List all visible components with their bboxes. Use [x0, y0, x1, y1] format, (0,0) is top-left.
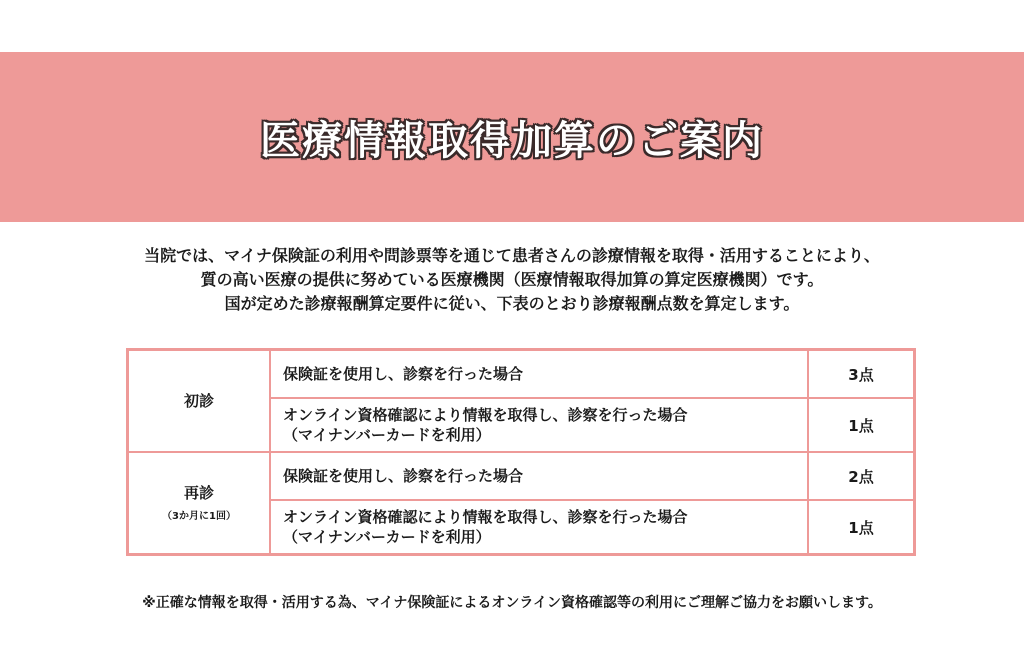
table-row [128, 350, 915, 399]
fee-table [126, 348, 916, 556]
description-cell [270, 500, 808, 555]
footer-note: ※正確な情報を取得・活用する為、マイナ保険証によるオンライン資格確認等の利用にご理解ご協力をお願いします。 [142, 595, 882, 611]
category-cell-revisit [128, 452, 271, 555]
description-text: 保険証を使用し、診察を行った場合 [283, 365, 524, 383]
intro-text [0, 244, 1024, 316]
intro-line-3: 国が定めた診療報酬算定要件に従い、下表のとおり診療報酬点数を算定します。 [224, 294, 800, 313]
points-cell: 1点 [808, 500, 915, 555]
description-cell [270, 350, 808, 399]
description-text: オンライン資格確認により情報を取得し、診察を行った場合 [283, 406, 688, 424]
category-note: （3か月に1回） [162, 511, 236, 522]
points-cell: 2点 [808, 452, 915, 500]
page-title: 医療情報取得加算のご案内 [260, 117, 764, 164]
description-cell [270, 398, 808, 452]
description-subtext: （マイナンバーカードを利用） [283, 426, 491, 444]
description-cell [270, 452, 808, 500]
intro-line-2: 質の高い医療の提供に努めている医療機関（医療情報取得加算の算定医療機関）です。 [200, 270, 824, 289]
title-banner [0, 52, 1024, 222]
points-cell: 3点 [808, 350, 915, 399]
description-subtext: （マイナンバーカードを利用） [283, 528, 491, 546]
category-label: 初診 [183, 392, 214, 410]
points-cell: 1点 [808, 398, 915, 452]
category-label: 再診 [183, 484, 214, 502]
category-cell-first-visit [128, 350, 271, 453]
intro-line-1: 当院では、マイナ保険証の利用や問診票等を通じて患者さんの診療情報を取得・活用することにより、 [144, 246, 880, 265]
table-row [128, 452, 915, 500]
description-text: 保険証を使用し、診察を行った場合 [283, 467, 524, 485]
description-text: オンライン資格確認により情報を取得し、診察を行った場合 [283, 508, 688, 526]
